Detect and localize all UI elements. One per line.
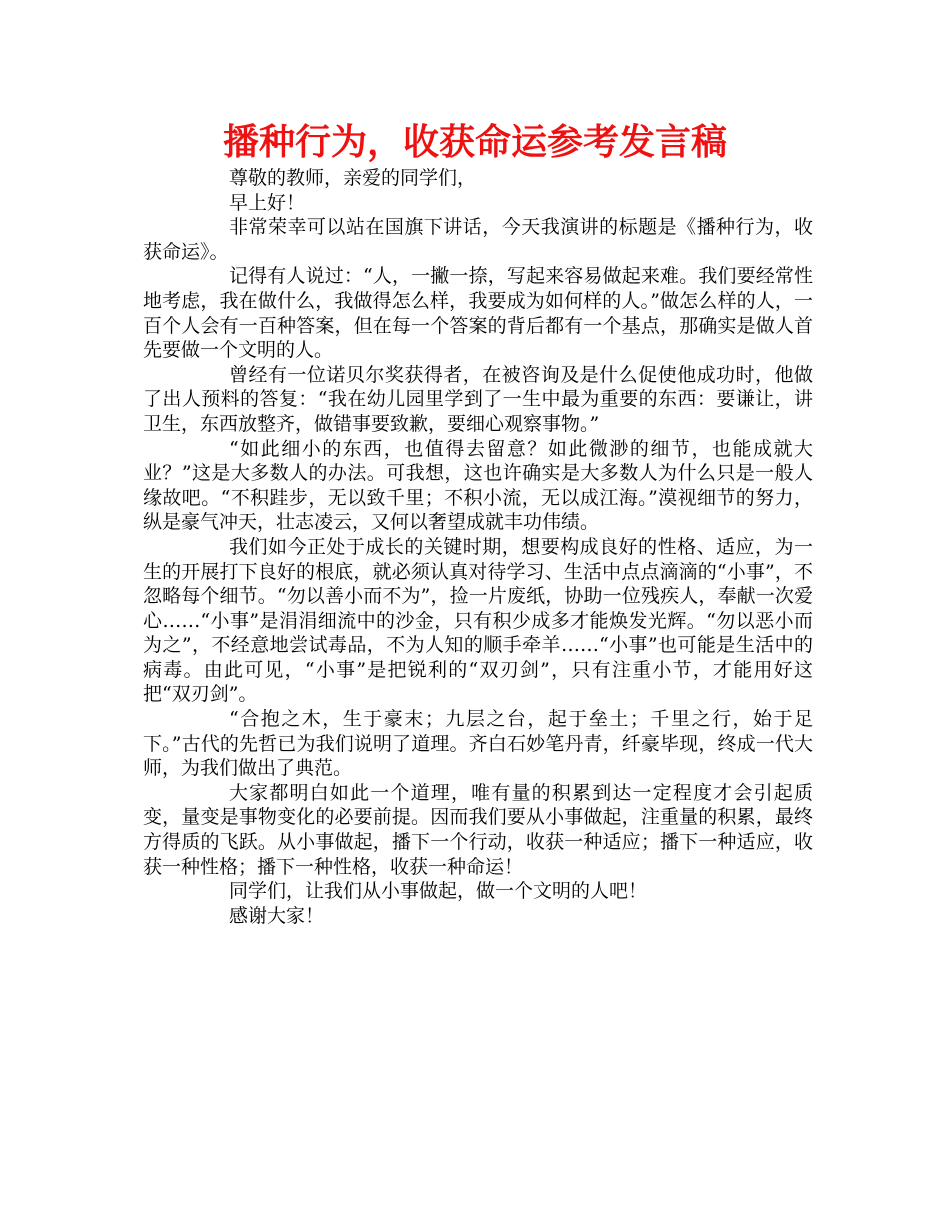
paragraph-small-things: 我们如今正处于成长的关键时期，想要构成良好的性格、适应，为一生的开展打下良好的根底，就必须认真对待学习、生活中点点滴滴的“小事”，不忽略每个细节。“勿以善小而不为”，捡一片废纸，协助一位残疾人，奉献一次爱心……“小事”是涓涓细流中的沙金，只有积少成多才能焕发光辉。“勿以恶小而为之”，不经意地尝试毒品，不为人知的顺手牵羊……“小事”也可能是生活中的病毒。由此可见，“小事”是把锐利的“双刃剑”，只有注重小节，才能用好这把“双刃剑”。 [143,535,813,706]
paragraph-details: “如此细小的东西，也值得去留意？如此微渺的细节，也能成就大业？”这是大多数人的办法。可我想，这也许确实是大多数人为什么只是一般人缘故吧。“不积跬步，无以致千里；不积小流，无以成江海。”漠视细节的努力，纵是豪气冲天，壮志凌云，又何以奢望成就丰功伟绩。 [143,437,813,534]
paragraph-quote: 记得有人说过：“人，一撇一捺，写起来容易做起来难。我们要经常性地考虑，我在做什么，我做得怎么样，我要成为如何样的人。”做怎么样的人，一百个人会有一百种答案，但在每一个答案的背后都有一个基点，那确实是做人首先要做一个文明的人。 [143,265,813,362]
paragraph-nobel: 曾经有一位诺贝尔奖获得者，在被咨询及是什么促使他成功时，他做了出人预料的答复：“我在幼儿园里学到了一生中最为重要的东西：要谦让，讲卫生，东西放整齐，做错事要致歉，要细心观察事物。” [143,363,813,435]
document-title: 播种行为，收获命运参考发言稿 [222,122,727,163]
paragraph-thanks: 感谢大家！ [229,904,325,927]
paragraph-accumulation: 大家都明白如此一个道理，唯有量的积累到达一定程度才会引起质变，量变是事物变化的必要前提。因而我们要从小事做起，注重量的积累，最终方得质的飞跃。从小事做起，播下一个行动，收获一种适应；播下一种适应，收获一种性格；播下一种性格，收获一种命运！ [143,781,813,878]
paragraph-call: 同学们，让我们从小事做起，做一个文明的人吧！ [229,880,648,903]
salutation: 尊敬的教师，亲爱的同学们， [229,167,477,189]
paragraph-ancient: “合抱之木，生于豪末；九层之台，起于垒土；千里之行，始于足下。”古代的先哲已为我们说明了道理。齐白石妙笔丹青，纤豪毕现，终成一代大师，为我们做出了典范。 [143,708,813,780]
paragraph-intro: 非常荣幸可以站在国旗下讲话，今天我演讲的标题是《播种行为，收获命运》。 [143,216,813,263]
greeting: 早上好！ [229,191,306,214]
document-body [143,166,813,928]
